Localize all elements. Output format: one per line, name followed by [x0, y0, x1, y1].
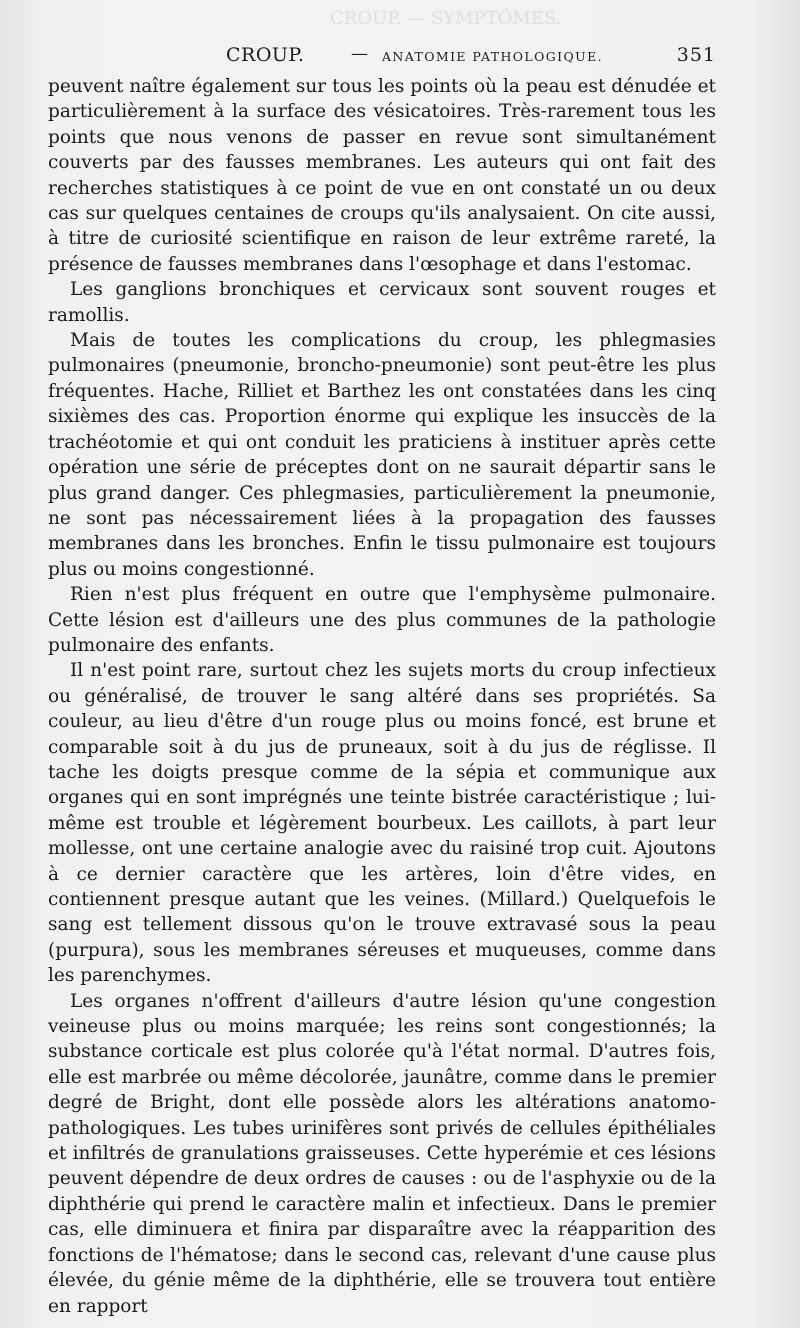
- show-through-text: CROUP. — SYMPTÔMES.: [330, 8, 562, 29]
- paragraph-ganglions: Les ganglions bronchiques et cervicaux sont souvent rouges et ramollis.: [48, 279, 716, 326]
- running-head-dash: —: [351, 44, 368, 64]
- paragraph-sang: Il n'est point rare, surtout chez les sujets morts du croup infectieux ou généralisé, de trouver le sang altéré dans ses propriétés. Sa couleur, au lieu d'être d'un rouge plus ou moins foncé, est brune et comparable soit à du jus de pruneaux, soit à du jus de réglisse. Il tache les doigts presque comme de la sépia et communique aux organes qui en sont imprégnés une teinte bistrée caractéristique ; lui-même est trouble et légèrement bourbeux. Les caillots, à part leur mollesse, ont une certaine analogie avec du raisiné trop cuit. Ajoutons à ce dernier caractère que les artères, loin d'être vides, en contiennent presque autant que les veines. (Millard.) Quelquefois le sang est tellement dissous qu'on le trouve extravasé sous la peau (purpura), sous les membranes séreuses et muqueuses, comme dans les parenchymes.: [48, 660, 716, 987]
- body-text: [48, 74, 716, 1319]
- paragraph-organes: Les organes n'offrent d'ailleurs d'autre lésion qu'une congestion veineuse plus ou moins marquée; les reins sont congestionnés; la substance corticale est plus colorée qu'à l'état normal. D'autres fois, elle est marbrée ou même décolorée, jaunâtre, comme dans le premier degré de Bright, dont elle possède alors les altérations anatomo-pathologiques. Les tubes urinifères sont privés de cellules épithéliales et infiltrés de granulations graisseuses. Cette hyperémie et ces lésions peuvent dépendre de deux ordres de causes : ou de l'asphyxie ou de la diphthérie qui prend le caractère malin et infectieux. Dans le premier cas, elle diminuera et finira par disparaître avec la réapparition des fonctions de l'hématose; dans le second cas, relevant d'une cause plus élevée, du génie même de la diphthérie, elle se trouvera tout entière en rapport: [48, 990, 716, 1317]
- paragraph-phlegmasies: Mais de toutes les complications du croup, les phlegmasies pulmonaires (pneumonie, broncho-pneumonie) sont peut-être les plus fréquentes. Hache, Rilliet et Barthez les ont constatées dans les cinq sixièmes des cas. Proportion énorme qui explique les insuccès de la trachéotomie et qui ont conduit les praticiens à instituer après cette opération une série de préceptes dont on ne saurait départir sans le plus grand danger. Ces phlegmasies, particulièrement la pneumonie, ne sont pas nécessairement liées à la propagation des fausses membranes dans les bronches. Enfin le tissu pulmonaire est toujours plus ou moins congestionné.: [48, 330, 716, 580]
- paragraph-continuation: peuvent naître également sur tous les points où la peau est dénudée et particulièrement à la surface des vésicatoires. Très-rarement tous les points que nous venons de passer en revue sont simultanément couverts par des fausses membranes. Les auteurs qui ont fait des recherches statistiques à ce point de vue en ont constaté un ou deux cas sur quelques centaines de croups qu'ils analysaient. On cite aussi, à titre de curiosité scientifique en raison de leur extrême rareté, la présence de fausses membranes dans l'œsophage et dans l'estomac.: [48, 76, 716, 275]
- running-head-title: CROUP.: [226, 44, 305, 66]
- running-head-subtitle: ANATOMIE PATHOLOGIQUE.: [382, 49, 603, 64]
- page-number: 351: [676, 44, 716, 66]
- running-head: [48, 40, 716, 70]
- paragraph-emphyseme: Rien n'est plus fréquent en outre que l'emphysème pulmonaire. Cette lésion est d'ailleurs une des plus communes de la pathologie pulmonaire des enfants.: [48, 584, 716, 656]
